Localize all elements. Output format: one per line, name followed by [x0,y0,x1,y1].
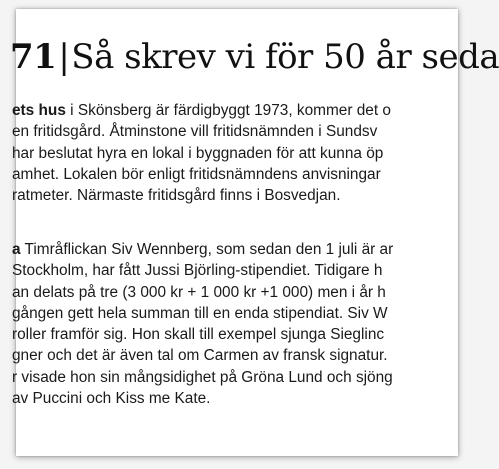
paragraph-line: gner och det är även tal om Carmen av fransk signatur. [12,347,388,365]
paragraph-lead: a [12,241,21,258]
paragraph-line: roller framför sig. Hon skall till exempel sjunga Sieglinc [12,326,385,344]
paragraph-line: gången gett hela summan till en enda stipendiat. Siv W [12,304,388,322]
article-paragraph-2 [12,239,393,409]
paragraph-line: en fritidsgård. Åtminstone vill fritidsnämnden i Sundsv [12,123,378,141]
paragraph-line: a Timråflickan Siv Wennberg, som sedan den 1 juli är ar [12,241,394,258]
headline-year: 71 [10,37,57,77]
paragraph-line: amhet. Lokalen bör enligt fritidsnämndens anvisningar [12,165,381,183]
section-headline [10,37,499,77]
paragraph-line: ets hus i Skönsberg är färdigbyggt 1973, kommer det o [12,102,391,119]
paragraph-line: av Puccini och Kiss me Kate. [12,390,211,408]
paragraph-line: r visade hon sin mångsidighet på Gröna Lund och sjöng [12,368,393,386]
paragraph-line: har beslutat hyra en lokal i byggnaden för att kunna öp [12,144,384,162]
headline-text: Så skrev vi för 50 år seda [71,37,499,77]
paragraph-line: ratmeter. Närmaste fritidsgård finns i Bosvedjan. [12,187,341,205]
paragraph-lead: ets hus [12,102,66,119]
paragraph-line: Stockholm, har fått Jussi Björling-stipendiet. Tidigare h [12,262,383,280]
newspaper-clipping [10,9,499,456]
paragraph-line: an delats på tre (3 000 kr + 1 000 kr +1 000) men i år h [12,283,386,301]
article-paragraph-1 [12,100,391,206]
headline-separator: | [58,37,70,77]
